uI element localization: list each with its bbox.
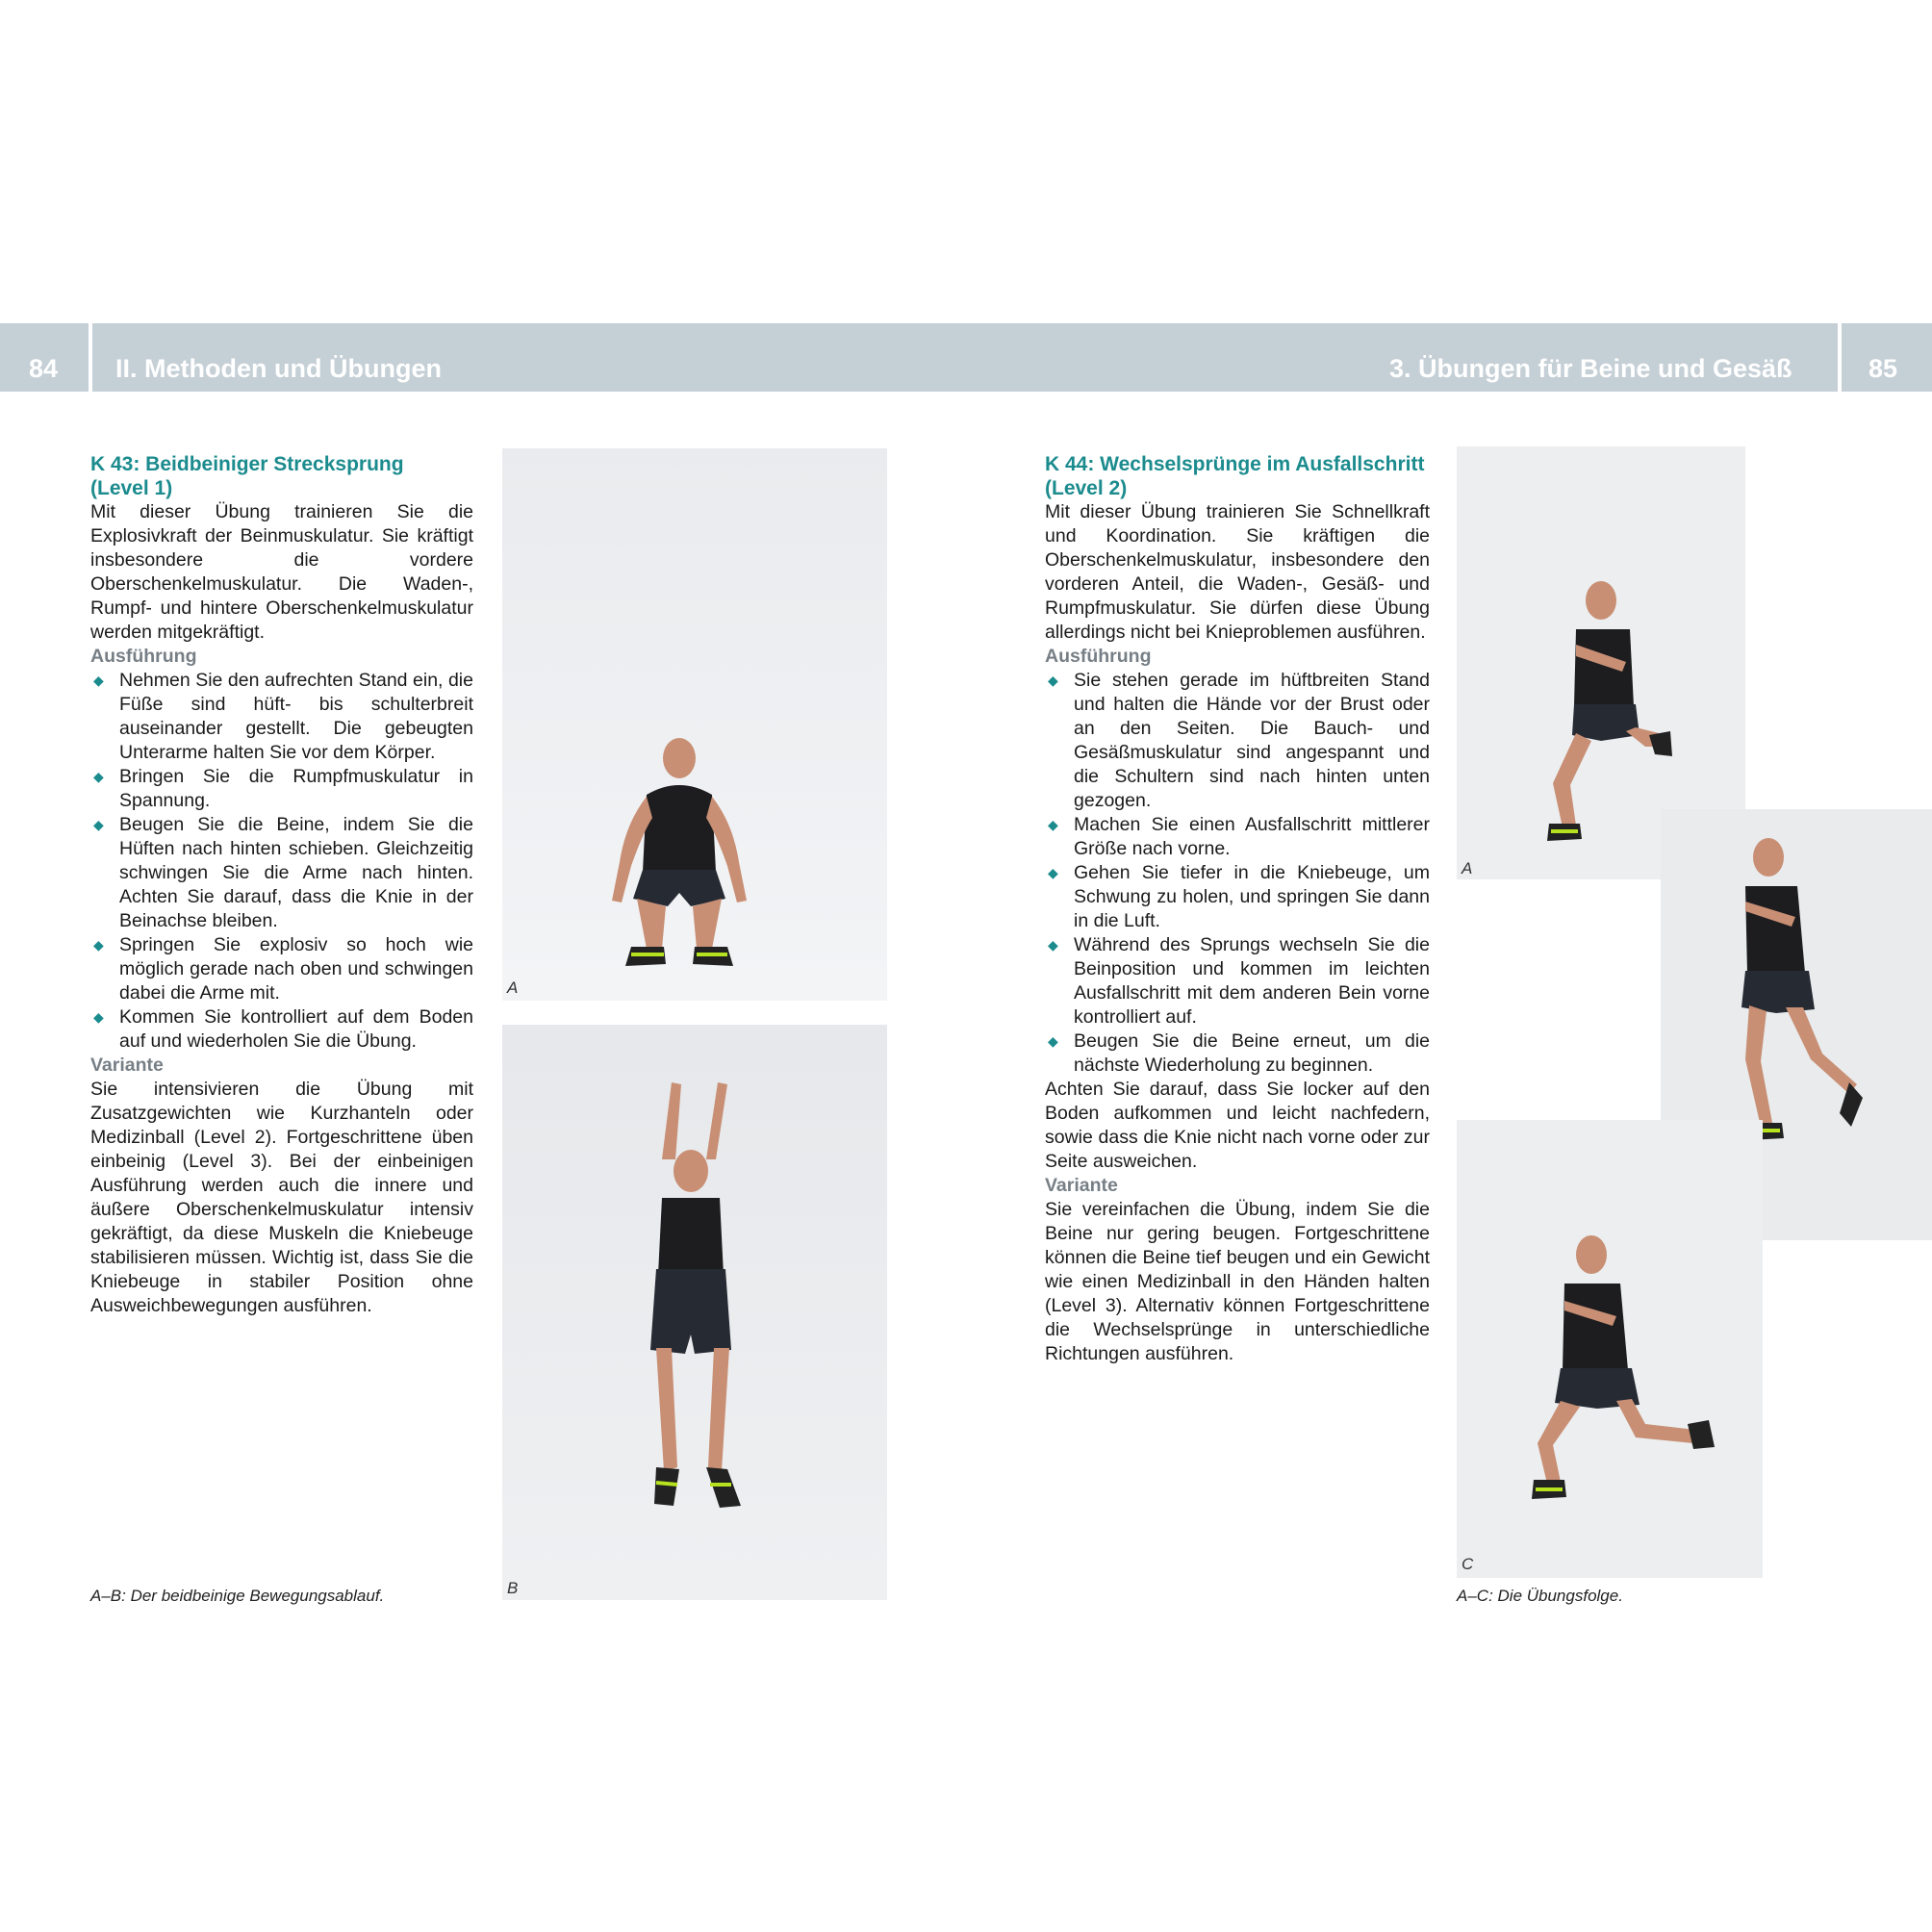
left-text-column (90, 452, 473, 1318)
diamond-bullet-icon: ◆ (1048, 937, 1058, 953)
variante-text: Sie vereinfachen die Übung, indem Sie die Beine nur gering beugen. Fortgeschrittene können die Beine tief beugen und ein Gewicht wie einen Medizinball in den Händen halten (Level 3). Alternativ können Fortgeschrittene die Wechselsprünge in unterschiedliche Richtungen ausführen. (1045, 1199, 1430, 1364)
left-figure-caption: A–B: Der beidbeinige Bewegungsablauf. (90, 1587, 385, 1605)
header-divider (89, 323, 92, 392)
right-running-title: 3. Übungen für Beine und Gesäß (1389, 354, 1792, 383)
left-running-title: II. Methoden und Übungen (115, 354, 442, 383)
list-item: ◆ Machen Sie einen Ausfallschritt mittlerer Größe nach vorne. (1048, 814, 1430, 859)
list-item: ◆ Gehen Sie tiefer in die Kniebeuge, um Schwung zu holen, und springen Sie dann in die Luft. (1048, 862, 1430, 931)
diamond-bullet-icon: ◆ (93, 817, 104, 832)
header-divider (1838, 323, 1842, 392)
photo-jump (502, 1025, 887, 1600)
diamond-bullet-icon: ◆ (1048, 865, 1058, 880)
list-item: ◆ Beugen Sie die Beine erneut, um die nächste Wiederholung zu beginnen. (1048, 1030, 1430, 1076)
right-figure-caption: A–C: Die Übungsfolge. (1457, 1587, 1623, 1605)
variante-heading: Variante (90, 1055, 164, 1076)
ausfuehrung-heading: Ausführung (90, 646, 197, 667)
diamond-bullet-icon: ◆ (1048, 673, 1058, 688)
exercise-level: (Level 2) (1045, 477, 1128, 499)
intro-text: Mit dieser Übung trainieren Sie Schnellkraft und Koordination. Sie kräftigen die Oberschenkelmuskulatur, insbesondere den vorderen Anteil, die Waden-, Gesäß- und Rumpfmuskulatur. Sie dürfen diese Übung allerdings nicht bei Knieproblemen ausführen. (1045, 501, 1430, 643)
list-item: ◆ Springen Sie explosiv so hoch wie möglich gerade nach oben und schwingen dabei die Arme mit. (93, 934, 473, 1004)
photo-squat (502, 448, 887, 1001)
photo-lunge-land (1457, 1120, 1763, 1578)
diamond-bullet-icon: ◆ (93, 1009, 104, 1025)
photo-label-a: A (507, 979, 519, 997)
intro-text: Mit dieser Übung trainieren Sie die Explosivkraft der Beinmuskulatur. Sie kräftigt insbesondere die vordere Oberschenkelmuskulatur. Die Waden-, Rumpf- und hintere Oberschenkelmuskulatur werden mitgekräftigt. (90, 501, 473, 643)
photo-label-a: A (1462, 859, 1473, 877)
variante-text: Sie intensivieren die Übung mit Zusatzgewichten wie Kurzhanteln oder Medizinball (Level 2). Fortgeschrittene üben einbeinig (Level 3). Bei der einbeinigen Ausführung werden auch die innere und äußere Oberschenkelmuskulatur intensiv gekräftigt, da diese Muskeln die Kniebeuge stabilisieren müssen. Wichtig ist, dass Sie die Kniebeuge in stabiler Position ohne Ausweichbewegungen ausführen. (90, 1079, 473, 1316)
diamond-bullet-icon: ◆ (1048, 1033, 1058, 1049)
exercise-level: (Level 1) (90, 477, 173, 499)
right-text-column (1045, 452, 1430, 1366)
diamond-bullet-icon: ◆ (93, 673, 104, 688)
diamond-bullet-icon: ◆ (93, 769, 104, 784)
ausfuehrung-heading: Ausführung (1045, 646, 1152, 667)
list-item: ◆ Sie stehen gerade im hüftbreiten Stand und halten die Hände vor der Brust oder an den Seiten. Die Bauch- und Gesäßmuskulatur sind angespannt und die Schultern sind nach hinten unten gezogen. (1048, 670, 1430, 811)
step-list (90, 669, 473, 1054)
diamond-bullet-icon: ◆ (1048, 817, 1058, 832)
list-item: ◆ Nehmen Sie den aufrechten Stand ein, die Füße sind hüft- bis schulterbreit auseinander gestellt. Die gebeugten Unterarme halten Sie vor dem Körper. (93, 670, 473, 763)
after-steps-text: Achten Sie darauf, dass Sie locker auf den Boden aufkommen und leicht nachfedern, sowie dass die Knie nicht nach vorne oder zur Seite ausweichen. (1045, 1079, 1430, 1172)
left-page-number: 84 (29, 354, 59, 383)
list-item: ◆ Während des Sprungs wechseln Sie die Beinposition und kommen im leichten Ausfallschritt mit dem anderen Bein vorne kontrolliert auf. (1048, 934, 1430, 1028)
exercise-title: K 44: Wechselsprünge im Ausfallschritt (1045, 453, 1425, 475)
photo-label-c: C (1462, 1555, 1474, 1573)
photo-label-b: B (507, 1579, 519, 1597)
exercise-title: K 43: Beidbeiniger Strecksprung (90, 453, 404, 475)
right-page-number: 85 (1868, 354, 1898, 383)
list-item: ◆ Beugen Sie die Beine, indem Sie die Hüften nach hinten schieben. Gleichzeitig schwingen Sie die Arme nach hinten. Achten Sie darauf, dass die Knie in der Beinachse bleiben. (93, 814, 473, 931)
list-item: ◆ Bringen Sie die Rumpfmuskulatur in Spannung. (93, 766, 473, 811)
variante-heading: Variante (1045, 1175, 1118, 1196)
list-item: ◆ Kommen Sie kontrolliert auf dem Boden auf und wiederholen Sie die Übung. (93, 1006, 473, 1052)
diamond-bullet-icon: ◆ (93, 937, 104, 953)
step-list (1045, 669, 1430, 1078)
